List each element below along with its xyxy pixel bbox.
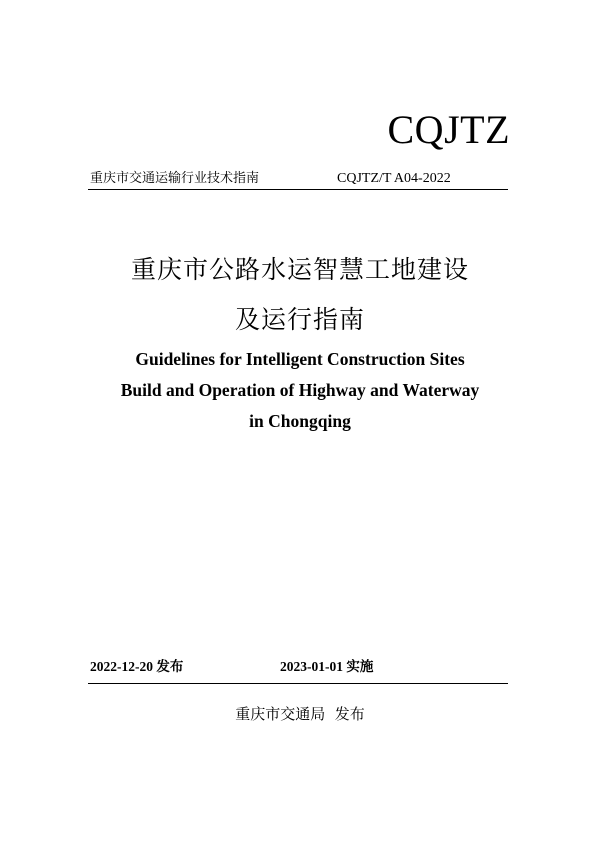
title-en-line-1: Guidelines for Intelligent Construction Sites (135, 349, 465, 369)
standard-number: CQJTZ/T A04-2022 (337, 171, 451, 186)
bottom-divider (88, 683, 508, 684)
series-name: 重庆市交通运输行业技术指南 (90, 171, 260, 186)
title-en-line-3: in Chongqing (249, 411, 351, 431)
issuer: 重庆市交通局 发布 (235, 705, 365, 723)
implementation-date: 2023-01-01 实施 (280, 659, 374, 674)
title-cn-line-1: 重庆市公路水运智慧工地建设 (130, 255, 469, 284)
top-divider (88, 189, 508, 190)
standard-code-header: CQJTZ (387, 107, 510, 152)
issue-date: 2022-12-20 发布 (90, 659, 184, 674)
title-cn-line-2: 及运行指南 (234, 305, 365, 334)
title-en-line-2: Build and Operation of Highway and Waterway (120, 380, 480, 400)
